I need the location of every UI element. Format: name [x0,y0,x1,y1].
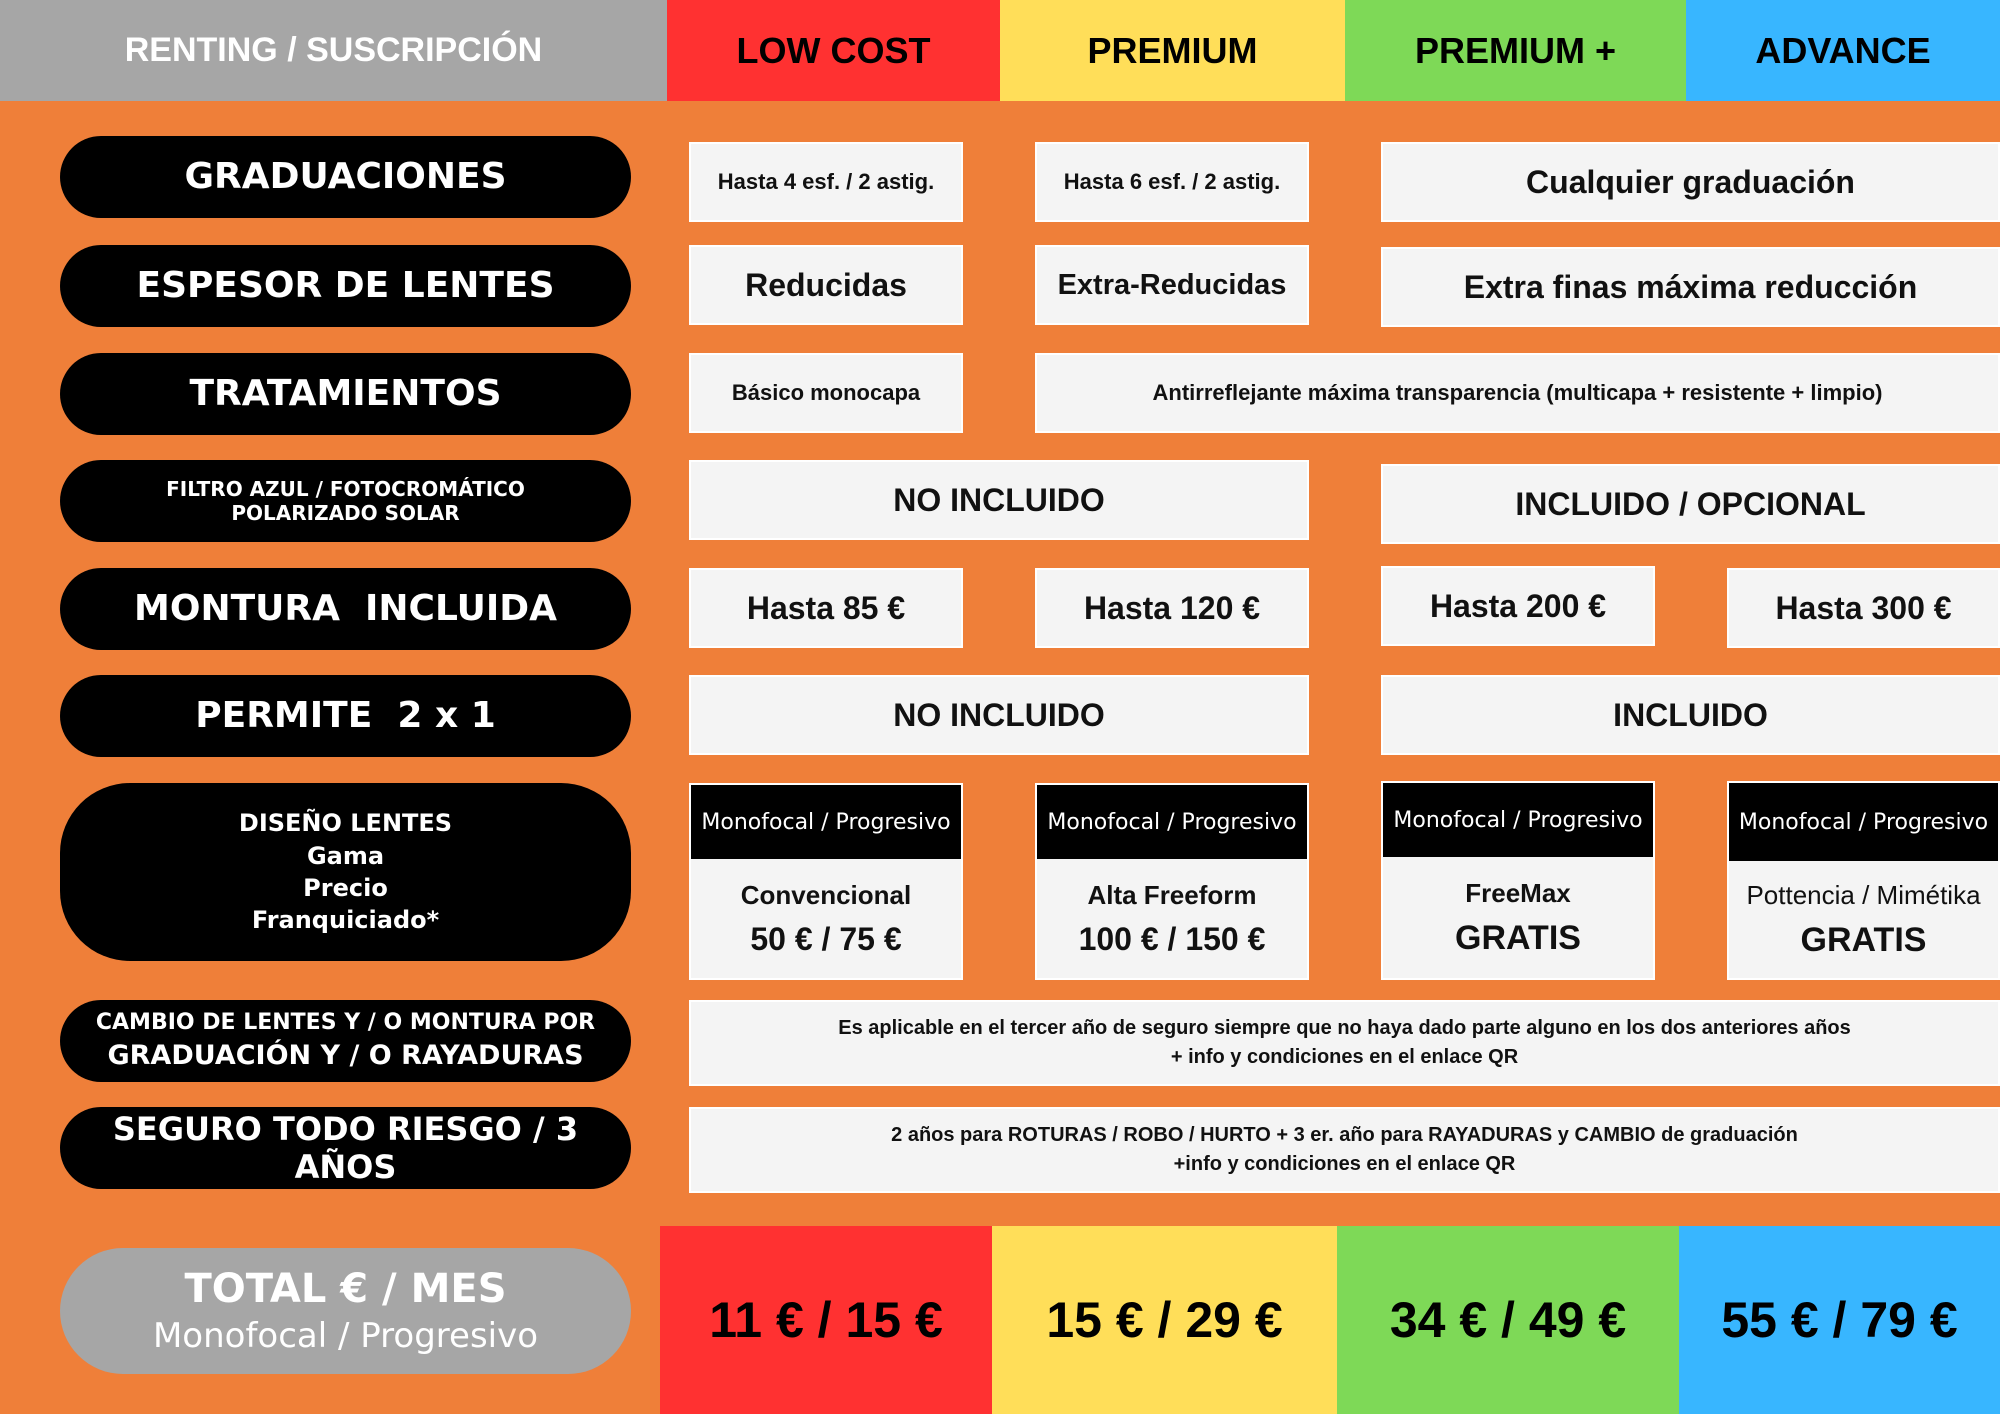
cambio-text-line2: + info y condiciones en el enlace QR [1170,1046,1519,1068]
header-low-cost: LOW COST [667,0,1000,101]
filtro-plus-advance: INCLUIDO / OPCIONAL [1381,464,2000,544]
header-premium: PREMIUM [1000,0,1345,101]
header-premium-plus: PREMIUM + [1345,0,1686,101]
header-advance: ADVANCE [1686,0,2000,101]
montura-low-cost: Hasta 85 € [689,568,963,648]
footer-label [60,1248,631,1374]
label-diseno [60,783,631,961]
diseno-advance-band: Monofocal / Progresivo [1727,781,2000,861]
footer-title: TOTAL € / MES [184,1266,507,1312]
espesor-premium: Extra-Reducidas [1035,245,1309,325]
diseno-low-cost-body [689,859,963,980]
graduaciones-plus-advance: Cualquier graduación [1381,142,2000,222]
label-cambio-line1: CAMBIO DE LENTES Y / O MONTURA POR [95,1009,596,1035]
label-filtro-line1: FILTRO AZUL / FOTOCROMÁTICO [166,477,525,501]
diseno-advance-body [1727,861,2000,980]
label-graduaciones: GRADUACIONES [60,136,631,218]
diseno-premium-plus-gama: FreeMax [1465,877,1571,908]
cambio-text-line1: Es aplicable en el tercer año de seguro siempre que no haya dado parte alguno en los dos anteriores años [838,1017,1851,1039]
dos-por-uno-low-premium: NO INCLUIDO [689,675,1309,755]
footer-subtitle: Monofocal / Progresivo [152,1316,539,1356]
label-cambio-line2: GRADUACIÓN Y / O RAYADURAS [107,1040,584,1071]
dos-por-uno-plus-advance: INCLUIDO [1381,675,2000,755]
label-diseno-line4: Franquiciado* [251,906,440,935]
graduaciones-premium: Hasta 6 esf. / 2 astig. [1035,142,1309,222]
montura-premium: Hasta 120 € [1035,568,1309,648]
total-low-cost: 11 € / 15 € [660,1226,992,1414]
total-premium-plus: 34 € / 49 € [1337,1226,1679,1414]
montura-premium-plus: Hasta 200 € [1381,566,1655,646]
seguro-text-line2: +info y condiciones en el enlace QR [1173,1153,1516,1175]
graduaciones-low-cost: Hasta 4 esf. / 2 astig. [689,142,963,222]
label-diseno-line3: Precio [303,874,388,902]
diseno-premium-band: Monofocal / Progresivo [1035,783,1309,859]
espesor-plus-advance: Extra finas máxima reducción [1381,247,2000,327]
diseno-premium-body [1035,859,1309,980]
diseno-premium-gama: Alta Freeform [1087,879,1257,910]
label-cambio [60,1000,631,1082]
diseno-premium-plus-precio: GRATIS [1455,918,1581,957]
diseno-low-cost-precio: 50 € / 75 € [750,920,902,957]
diseno-premium [1035,783,1309,980]
label-tratamientos: TRATAMIENTOS [60,353,631,435]
label-diseno-line1: DISEÑO LENTES [238,809,453,838]
header-title: RENTING / SUSCRIPCIÓN [0,0,667,101]
diseno-advance-gama: Pottencia / Mimétika [1746,879,1981,910]
label-espesor: ESPESOR DE LENTES [60,245,631,327]
diseno-premium-plus-band: Monofocal / Progresivo [1381,781,1655,857]
label-seguro: SEGURO TODO RIESGO / 3 AÑOS [60,1107,631,1189]
total-premium: 15 € / 29 € [992,1226,1337,1414]
diseno-premium-plus [1381,781,1655,980]
total-advance: 55 € / 79 € [1679,1226,2000,1414]
seguro-text [689,1107,2000,1193]
montura-advance: Hasta 300 € [1727,568,2000,648]
espesor-low-cost: Reducidas [689,245,963,325]
diseno-premium-precio: 100 € / 150 € [1078,920,1266,957]
diseno-advance-precio: GRATIS [1800,920,1927,959]
label-filtro [60,460,631,542]
seguro-text-line1: 2 años para ROTURAS / ROBO / HURTO + 3 er. año para RAYADURAS y CAMBIO de graduación [891,1124,1798,1146]
diseno-low-cost [689,783,963,980]
tratamientos-others: Antirreflejante máxima transparencia (multicapa + resistente + limpio) [1035,353,2000,433]
diseno-premium-plus-body [1381,857,1655,980]
diseno-advance [1727,781,2000,980]
label-filtro-line2: POLARIZADO SOLAR [231,501,460,525]
label-montura: MONTURA INCLUIDA [60,568,631,650]
label-dos-por-uno: PERMITE 2 x 1 [60,675,631,757]
diseno-low-cost-gama: Convencional [740,879,912,910]
label-diseno-line2: Gama [306,841,385,870]
cambio-text [689,1000,2000,1086]
diseno-low-cost-band: Monofocal / Progresivo [689,783,963,859]
tratamientos-low-cost: Básico monocapa [689,353,963,433]
filtro-low-premium: NO INCLUIDO [689,460,1309,540]
